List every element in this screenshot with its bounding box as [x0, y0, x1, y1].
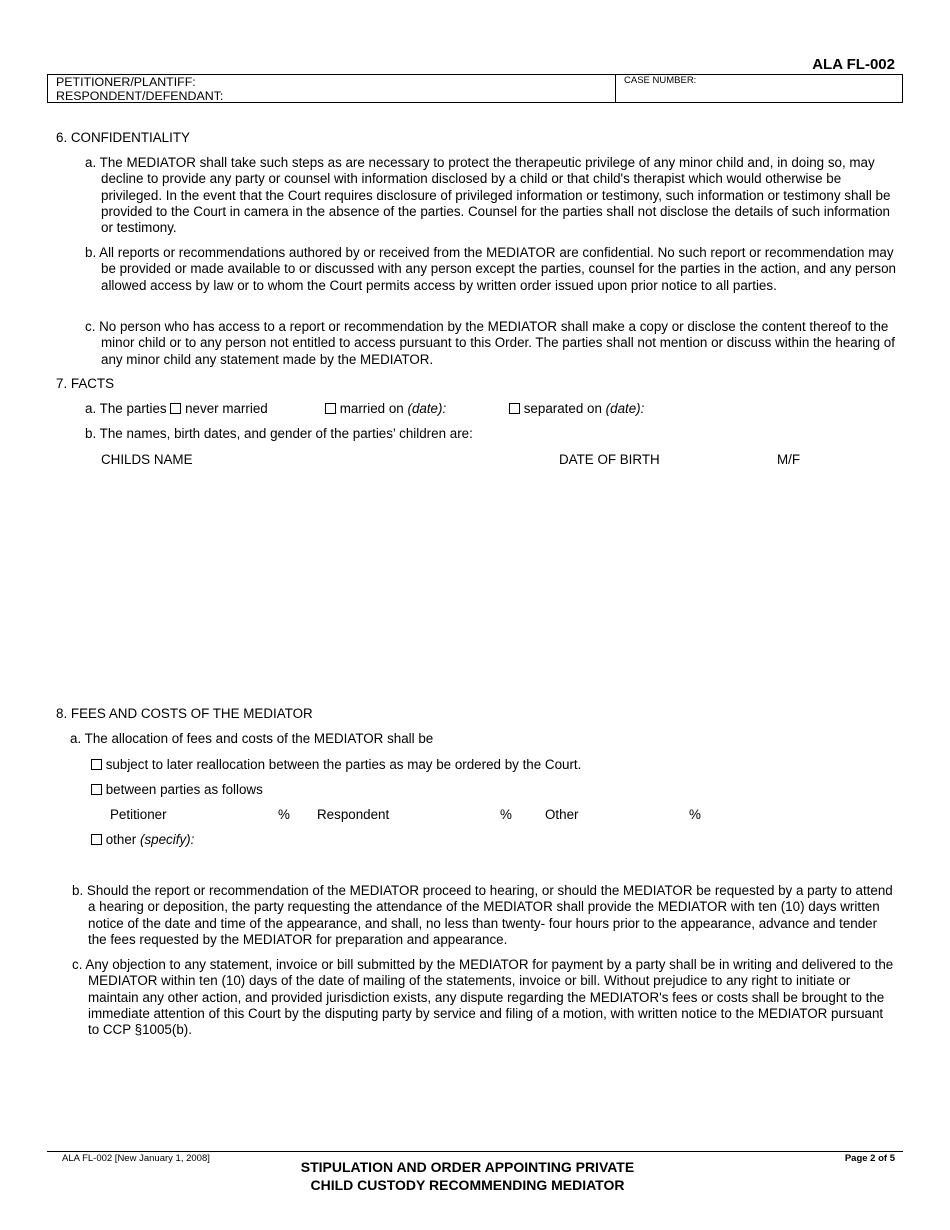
form-revision: ALA FL-002 [New January 1, 2008]: [62, 1153, 210, 1164]
party-labels: [56, 75, 223, 103]
footer-title-line1: STIPULATION AND ORDER APPOINTING PRIVATE: [300, 1159, 635, 1175]
section-6b-text: b. All reports or recommendations authored by or received from the MEDIATOR are confidential. No such report or recommendation may be provided or made available to or discussed with any person except the parties, counsel for the parties in the action, and any person allowed access by law or to whom the Court permits access by written order issued upon prior notice to all parties.: [85, 245, 896, 293]
section-8-title: 8. FEES AND COSTS OF THE MEDIATOR: [56, 706, 313, 721]
married-date-label: (date):: [407, 401, 447, 416]
respondent-percent: %: [500, 807, 512, 822]
separated-on-option: [509, 401, 644, 416]
other-label: Other: [545, 807, 579, 822]
case-number-label: CASE NUMBER:: [624, 75, 697, 86]
later-reallocation-option: [91, 757, 581, 772]
other-percent: %: [689, 807, 701, 822]
section-6a-text: a. The MEDIATOR shall take such steps as are necessary to protect the therapeutic privilege of any minor child and, in doing so, may decline to provide any party or counsel with information disclosed by a child or that child's therapist which would otherwise be privileged. In the event that the Court requires disclosure of privileged information or testimony, such information or testimony shall be provided to the Court in camera in the absence of the parties. Counsel for the parties shall not disclose the details of such information or testimony.: [85, 155, 891, 236]
other-specify-option: [91, 832, 194, 847]
footer-title: [0, 1158, 935, 1194]
section-8a-text: a. The allocation of fees and costs of the MEDIATOR shall be: [70, 731, 434, 746]
between-parties-label: between parties as follows: [105, 782, 263, 797]
respondent-label: RESPONDENT/DEFENDANT:: [56, 89, 224, 103]
between-parties-checkbox[interactable]: [91, 784, 102, 795]
between-parties-option: [91, 782, 263, 797]
separated-date-label: (date):: [605, 401, 645, 416]
other-specify-label: other: [105, 832, 137, 847]
col-gender: M/F: [777, 452, 801, 467]
never-married-label: never married: [185, 401, 268, 416]
section-6c-text: c. No person who has access to a report or recommendation by the MEDIATOR shall make a copy or disclose the content thereof to the minor child or to any person not entitled to access pursuant to this Order. The parties shall not mention or discuss within the hearing of any minor child any statement made by the MEDIATOR.: [85, 319, 895, 367]
footer-rule: [47, 1151, 903, 1152]
caption-divider: [615, 75, 616, 102]
petitioner-label: Petitioner: [110, 807, 167, 822]
section-7-title: 7. FACTS: [56, 376, 115, 391]
section-8c-text: c. Any objection to any statement, invoice or bill submitted by the MEDIATOR for payment by a party shall be in writing and delivered to the MEDIATOR within ten (10) days of the date of mailing of the statements, invoice or bill. Without prejudice to any right to initiate or maintain any other action, and provided jurisdiction exists, any dispute regarding the MEDIATOR's fees or costs shall be brought to the immediate attention of this Court by the disputing party by service and filing of a motion, with written notice to the MEDIATOR pursuant to CCP §1005(b).: [72, 957, 894, 1038]
marital-prefix: a. The parties: [85, 401, 167, 416]
never-married-checkbox[interactable]: [170, 403, 181, 414]
page-number: Page 2 of 5: [844, 1153, 895, 1164]
married-on-option: [325, 401, 446, 416]
section-6-title: 6. CONFIDENTIALITY: [56, 130, 190, 145]
later-reallocation-label: subject to later reallocation between the parties as may be ordered by the Court.: [105, 757, 582, 772]
separated-on-checkbox[interactable]: [509, 403, 520, 414]
specify-label: (specify):: [140, 832, 195, 847]
later-reallocation-checkbox[interactable]: [91, 759, 102, 770]
col-childs-name: CHILDS NAME: [101, 452, 193, 467]
section-7b-text: b. The names, birth dates, and gender of the parties’ children are:: [85, 426, 473, 441]
section-8b-text: b. Should the report or recommendation of the MEDIATOR proceed to hearing, or should the MEDIATOR be requested by a party to attend a hearing or deposition, the party requesting the attendance of the MEDIATOR shall provide the MEDIATOR with ten (10) days written notice of the date and time of the appearance, and shall, no less than twenty- four hours prior to the appearance, advance and tender the fees requested by the MEDIATOR for preparation and appearance.: [72, 883, 893, 947]
other-specify-checkbox[interactable]: [91, 834, 102, 845]
case-caption-box: [47, 74, 903, 103]
separated-on-label: separated on: [523, 401, 602, 416]
married-on-checkbox[interactable]: [325, 403, 336, 414]
marital-status-row: [85, 401, 268, 416]
petitioner-percent: %: [278, 807, 290, 822]
form-id: ALA FL-002: [812, 56, 895, 73]
respondent-label: Respondent: [317, 807, 390, 822]
petitioner-label: PETITIONER/PLANTIFF:: [56, 75, 196, 89]
footer-title-line2: CHILD CUSTODY RECOMMENDING MEDIATOR: [310, 1177, 625, 1193]
married-on-label: married on: [339, 401, 404, 416]
col-date-of-birth: DATE OF BIRTH: [559, 452, 660, 467]
